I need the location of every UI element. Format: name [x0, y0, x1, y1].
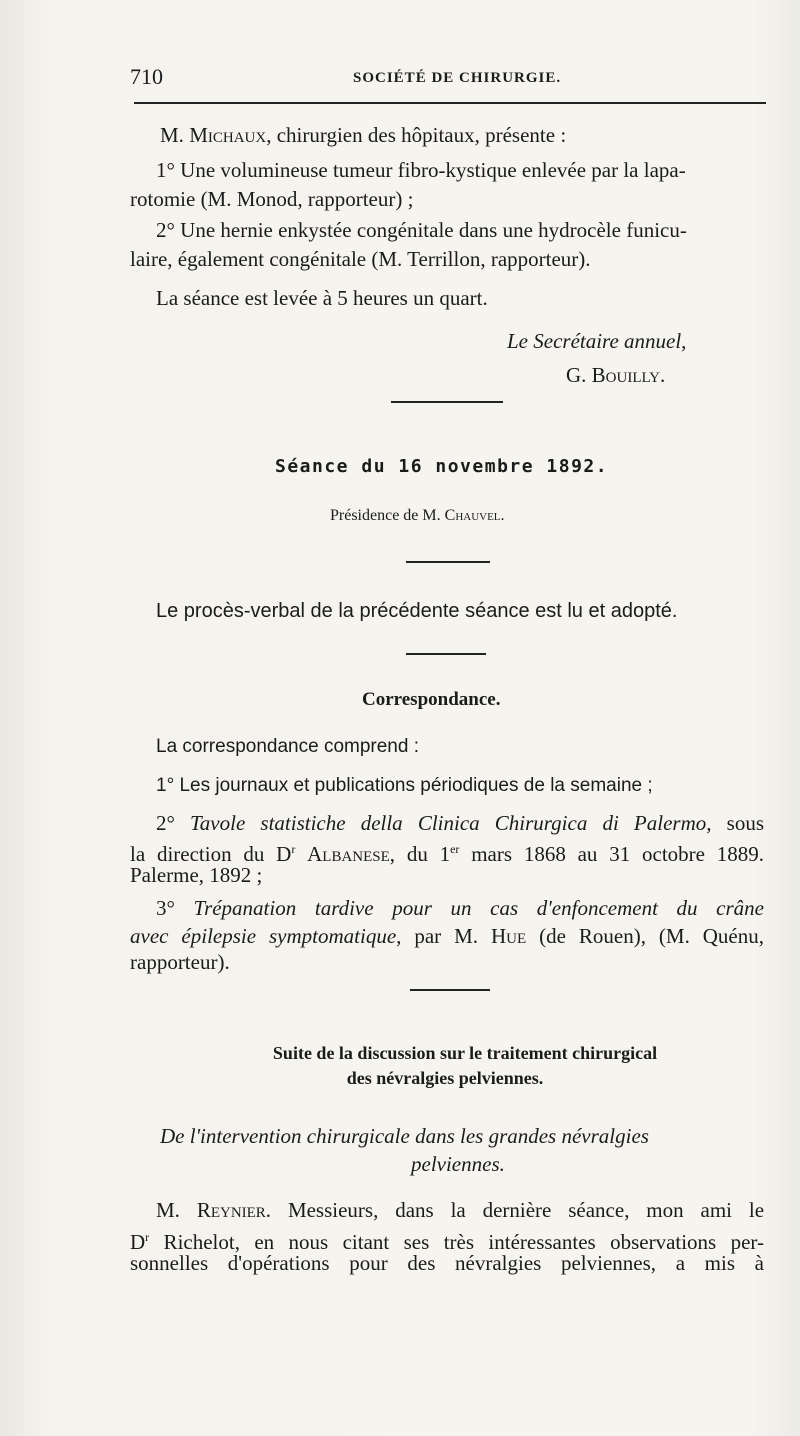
- item3-title-part2: avec épilepsie symptomatique,: [130, 924, 402, 948]
- correspondence-item2-line3: Palerme, 1892 ;: [130, 863, 263, 887]
- discussion-paragraph-line3: sonnelles d'opérations pour des névralgies pelviennes, a mis à: [130, 1251, 764, 1275]
- item3-title-part1: Trépanation tardive pour un cas d'enfoncement du crâne: [193, 896, 764, 920]
- intro-rest: , chirurgien des hôpitaux, présente :: [266, 123, 567, 147]
- speech-sup: r: [145, 1230, 150, 1244]
- item1-line2: rotomie (M. Monod, rapporteur) ;: [130, 187, 414, 211]
- section-separator: [410, 989, 490, 991]
- session-closing: La séance est levée à 5 heures un quart.: [156, 286, 488, 310]
- speaker-prefix: M.: [156, 1198, 180, 1222]
- correspondence-item3-line3: rapporteur).: [130, 950, 230, 974]
- item3-by: par M.: [414, 924, 479, 948]
- item2-sup2: er: [450, 842, 460, 856]
- item2-author: Albanese: [307, 842, 390, 866]
- signature-initial: G.: [566, 363, 587, 387]
- president-name: Chauvel.: [444, 507, 505, 524]
- speech-line1: Messieurs, dans la dernière séance, mon ami le: [287, 1198, 765, 1222]
- item1-line1: 1° Une volumineuse tumeur fibro-kystique enlevée par la lapa-: [156, 158, 686, 182]
- header-rule: [134, 102, 766, 104]
- item2-sup: r: [291, 842, 296, 856]
- section-separator: [406, 653, 486, 655]
- signature-surname: Bouilly.: [591, 363, 666, 387]
- discussion-heading-line2: des névralgies pelviennes.: [346, 1068, 544, 1088]
- speech-line2: Richelot, en nous citant ses très intéressantes observations per-: [149, 1230, 764, 1254]
- item2-line2: laire, également congénitale (M. Terrillon, rapporteur).: [130, 247, 591, 271]
- page-number: 710: [130, 64, 163, 89]
- signature-role: Le Secrétaire annuel,: [507, 329, 687, 353]
- item3-origin: (de Rouen), (M. Quénu,: [539, 924, 765, 948]
- item2-rest: sous: [726, 811, 765, 835]
- section-separator: [406, 561, 490, 563]
- item2-title: Tavole statistiche della Clinica Chirurgica di Palermo,: [190, 811, 712, 835]
- discussion-subtitle-line2: pelviennes.: [411, 1152, 505, 1176]
- correspondence-item1: 1° Les journaux et publications périodiques de la semaine ;: [156, 775, 653, 796]
- item3-number: 3°: [156, 896, 175, 920]
- speaker-name: Reynier.: [196, 1198, 272, 1222]
- presidence-label: Présidence de M.: [330, 507, 441, 524]
- intro-name: Michaux: [189, 123, 267, 147]
- correspondence-intro: La correspondance comprend :: [156, 736, 419, 757]
- discussion-paragraph-line1: [156, 1195, 764, 1225]
- running-title: SOCIÉTÉ DE CHIRURGIE.: [353, 70, 562, 86]
- item3-author: Hue: [491, 924, 527, 948]
- item2-line1: 2° Une hernie enkystée congénitale dans une hydrocèle funicu-: [156, 218, 687, 242]
- intro-prefix: M.: [160, 123, 184, 147]
- speech-dr: D: [130, 1230, 146, 1254]
- discussion-heading-line1: Suite de la discussion sur le traitement chirurgical: [272, 1043, 658, 1063]
- item2-date-a: , du 1: [389, 842, 451, 866]
- correspondence-heading: Correspondance.: [362, 689, 501, 710]
- presidence-line: [330, 507, 505, 525]
- item2-date-b: mars 1868 au 31 octobre 1889.: [459, 842, 765, 866]
- item2-direction: la direction du D: [130, 842, 292, 866]
- signature-name: [566, 360, 665, 390]
- presentation-intro: [160, 120, 566, 150]
- correspondence-item3-line1: [156, 893, 764, 923]
- discussion-subtitle-line1: De l'intervention chirurgicale dans les grandes névralgies: [160, 1124, 649, 1148]
- session-title: Séance du 16 novembre 1892.: [275, 456, 609, 477]
- item2-number: 2°: [156, 811, 175, 835]
- minutes-line: Le procès-verbal de la précédente séance est lu et adopté.: [156, 600, 678, 622]
- section-separator: [391, 401, 503, 403]
